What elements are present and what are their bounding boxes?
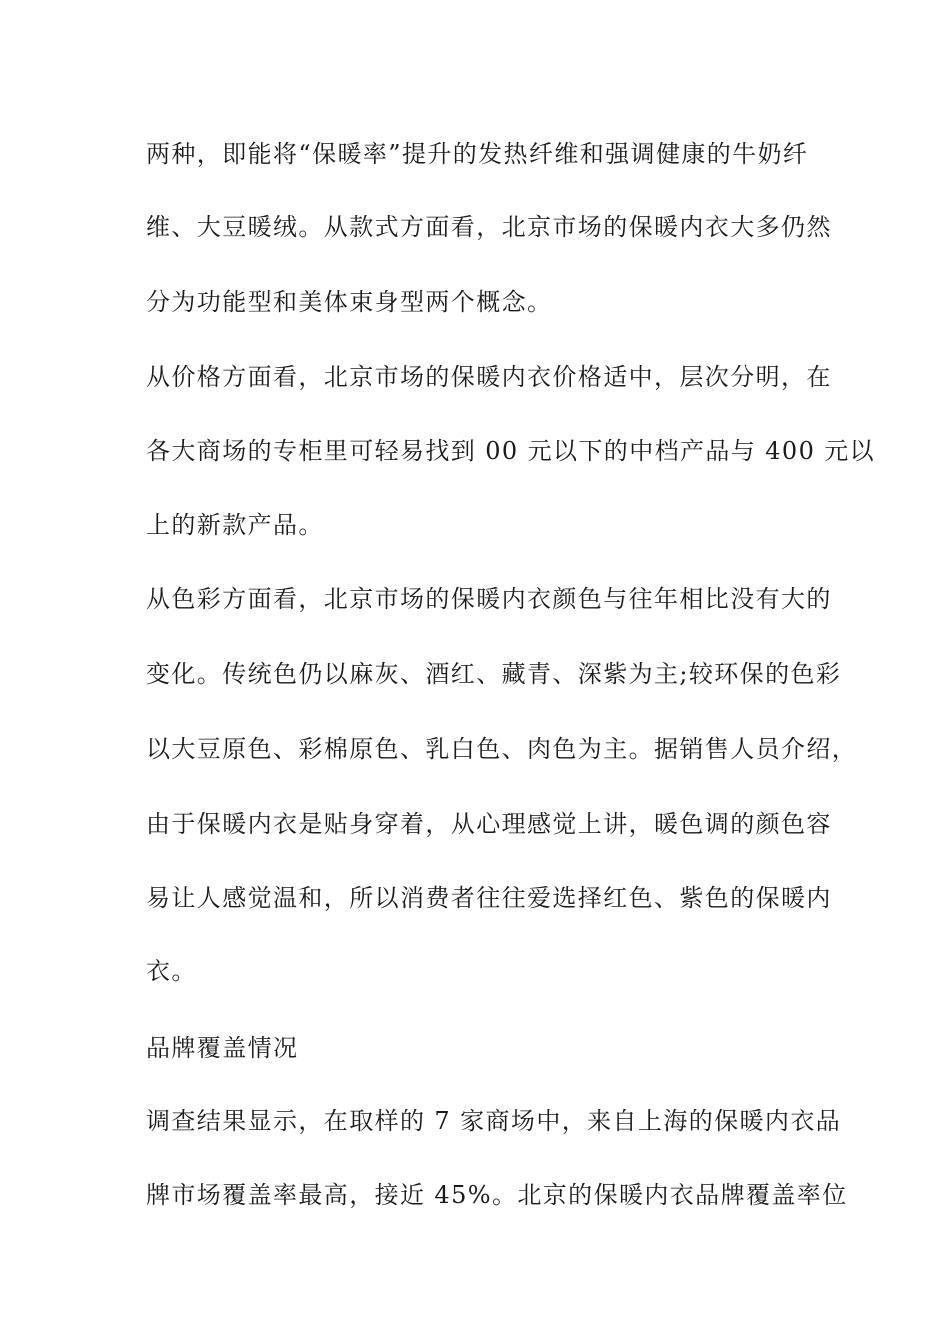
text-line: 从色彩方面看，北京市场的保暖内衣颜色与往年相比没有大的 xyxy=(146,585,832,613)
text-line: 上的新款产品。 xyxy=(146,511,324,539)
text-line: 以大豆原色、彩棉原色、乳白色、肉色为主。据销售人员介绍， xyxy=(146,735,858,763)
text-line: 调查结果显示，在取样的 7 家商场中，来自上海的保暖内衣品 xyxy=(146,1107,842,1135)
text-line: 由于保暖内衣是贴身穿着，从心理感觉上讲，暖色调的颜色容 xyxy=(146,810,832,838)
text-line: 分为功能型和美体束身型两个概念。 xyxy=(146,288,553,316)
section-heading: 品牌覆盖情况 xyxy=(146,1034,299,1062)
text-line: 变化。传统色仍以麻灰、酒红、藏青、深紫为主;较环保的色彩 xyxy=(146,660,842,688)
text-line: 易让人感觉温和，所以消费者往往爱选择红色、紫色的保暖内 xyxy=(146,884,832,912)
text-line: 各大商场的专柜里可轻易找到 00 元以下的中档产品与 400 元以 xyxy=(146,437,876,465)
text-line: 衣。 xyxy=(146,957,197,985)
text-line: 牌市场覆盖率最高，接近 45%。北京的保暖内衣品牌覆盖率位 xyxy=(146,1181,848,1209)
text-line: 从价格方面看，北京市场的保暖内衣价格适中，层次分明，在 xyxy=(146,363,832,391)
text-line: 维、大豆暖绒。从款式方面看，北京市场的保暖内衣大多仍然 xyxy=(146,213,832,241)
text-line: 两种，即能将“保暖率”提升的发热纤维和强调健康的牛奶纤 xyxy=(146,140,809,168)
